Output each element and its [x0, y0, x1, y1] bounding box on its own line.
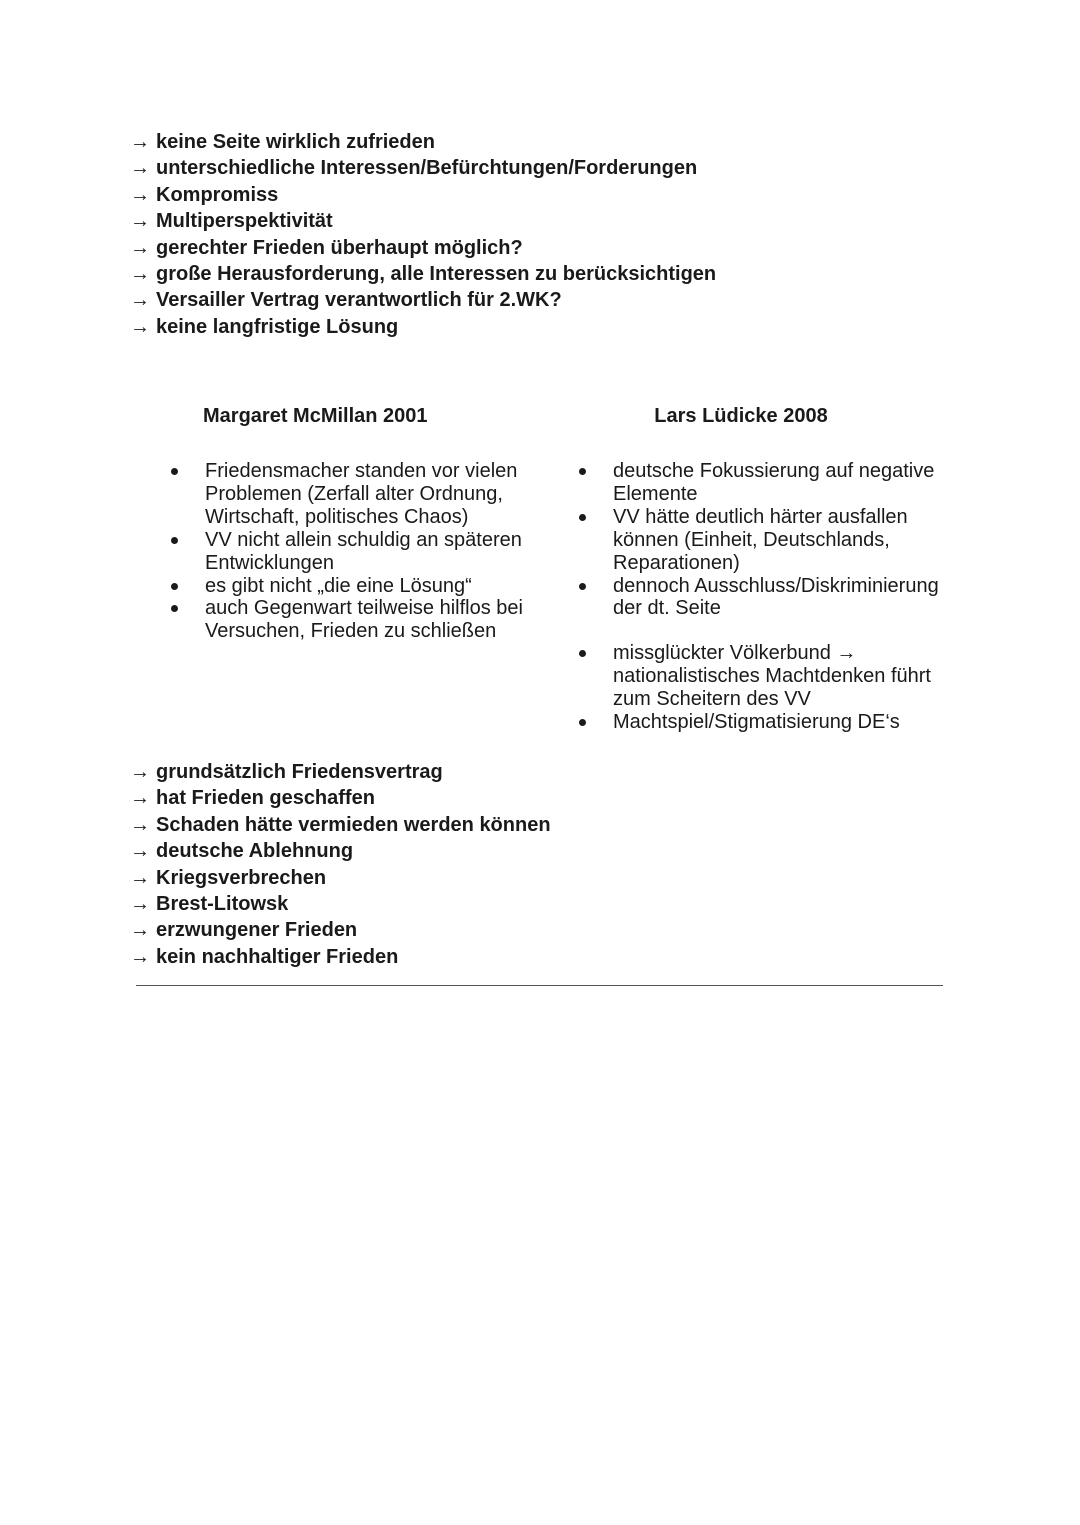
luedicke-column	[571, 400, 961, 734]
arrow-icon: →	[130, 289, 150, 312]
bullet-icon	[579, 583, 586, 590]
bullet-item	[163, 597, 543, 643]
list-item	[130, 155, 716, 181]
bullet-icon	[579, 514, 586, 521]
bullet-icon	[171, 537, 178, 544]
arrow-icon: →	[130, 761, 150, 783]
bullet-text: dennoch Ausschluss/Diskriminierung der dt. Seite	[613, 574, 939, 620]
bullet-item	[571, 575, 961, 621]
mcmillan-column	[163, 400, 543, 643]
list-item	[130, 865, 551, 891]
item-text: erzwungener Frieden	[156, 919, 358, 942]
bullet-icon	[579, 468, 586, 475]
item-text: Schaden hätte vermieden werden können	[156, 813, 551, 836]
list-item	[130, 838, 551, 864]
bullet-text: Machtspiel/Stigmatisierung DE‘s	[613, 711, 900, 734]
arrow-icon: →	[130, 893, 150, 916]
bullet-item	[571, 711, 961, 734]
item-text: Versailler Vertrag verantwortlich für 2.WK?	[156, 289, 562, 312]
bullet-icon	[579, 719, 586, 726]
list-item	[130, 208, 716, 234]
bullet-text: VV hätte deutlich härter ausfallen können (Einheit, Deutschlands, Reparationen)	[613, 505, 908, 574]
item-text: Kompromiss	[156, 183, 279, 206]
bullet-item	[571, 642, 961, 711]
arrow-icon: →	[130, 945, 150, 968]
list-item	[130, 287, 716, 313]
bullet-item	[571, 460, 961, 506]
column-heading: Lars Lüdicke 2008	[654, 405, 828, 427]
bullet-list	[571, 460, 961, 734]
item-text: gerechter Frieden überhaupt möglich?	[156, 236, 523, 259]
list-item	[130, 812, 551, 838]
bullet-icon	[171, 468, 178, 475]
summary-top-list	[130, 129, 716, 340]
list-item	[130, 261, 716, 287]
item-text: keine langfristige Lösung	[156, 315, 399, 338]
bullet-item	[571, 506, 961, 575]
arrow-icon: →	[130, 813, 150, 836]
item-text: hat Frieden geschaffen	[156, 787, 375, 810]
item-text: Brest-Litowsk	[156, 893, 289, 916]
bullet-item	[163, 460, 543, 529]
bullet-item	[163, 575, 543, 598]
list-item	[130, 891, 551, 917]
arrow-icon: →	[130, 919, 150, 942]
arrow-icon: →	[130, 157, 150, 180]
summary-bottom-list	[130, 759, 551, 970]
bullet-text: deutsche Fokussierung auf negative Elemente	[613, 460, 935, 505]
list-item	[130, 182, 716, 208]
item-text: deutsche Ablehnung	[156, 840, 354, 863]
item-text: Multiperspektivität	[156, 210, 333, 233]
bullet-icon	[171, 583, 178, 590]
bullet-icon	[171, 605, 178, 612]
item-text: keine Seite wirklich zufrieden	[156, 131, 435, 153]
item-text: unterschiedliche Interessen/Befürchtungen/Forderungen	[156, 157, 698, 180]
list-item	[130, 785, 551, 811]
item-text: grundsätzlich Friedensvertrag	[156, 761, 443, 783]
item-text: kein nachhaltiger Frieden	[156, 945, 399, 968]
list-item	[130, 314, 716, 340]
item-text: Kriegsverbrechen	[156, 866, 327, 889]
column-heading: Margaret McMillan 2001	[203, 405, 428, 427]
bullet-text: VV nicht allein schuldig an späteren Entwicklungen	[205, 528, 522, 574]
horizontal-rule	[136, 985, 943, 986]
list-item	[130, 944, 551, 970]
arrow-icon: →	[130, 131, 150, 153]
arrow-icon: →	[130, 236, 150, 259]
arrow-icon: →	[130, 315, 150, 338]
bullet-icon	[579, 650, 586, 657]
bullet-list	[163, 460, 543, 643]
list-item	[130, 235, 716, 261]
list-item	[130, 759, 551, 785]
list-item	[130, 129, 716, 155]
bullet-text: es gibt nicht „die eine Lösung“	[205, 574, 472, 597]
bullet-item	[163, 529, 543, 575]
bullet-text: auch Gegenwart teilweise hilflos bei Versuchen, Frieden zu schließen	[205, 597, 523, 643]
arrow-icon: →	[130, 210, 150, 233]
arrow-icon: →	[130, 787, 150, 810]
arrow-icon: →	[130, 263, 150, 286]
item-text: große Herausforderung, alle Interessen zu berücksichtigen	[156, 263, 717, 286]
bullet-text: Friedensmacher standen vor vielen Problemen (Zerfall alter Ordnung, Wirtschaft, politisches Chaos)	[205, 460, 518, 528]
arrow-icon: →	[130, 183, 150, 206]
list-item	[130, 917, 551, 943]
arrow-icon: →	[130, 866, 150, 889]
bullet-text: missglückter Völkerbund → nationalistisches Machtdenken führt zum Scheitern des VV	[613, 642, 931, 711]
arrow-icon: →	[130, 840, 150, 863]
